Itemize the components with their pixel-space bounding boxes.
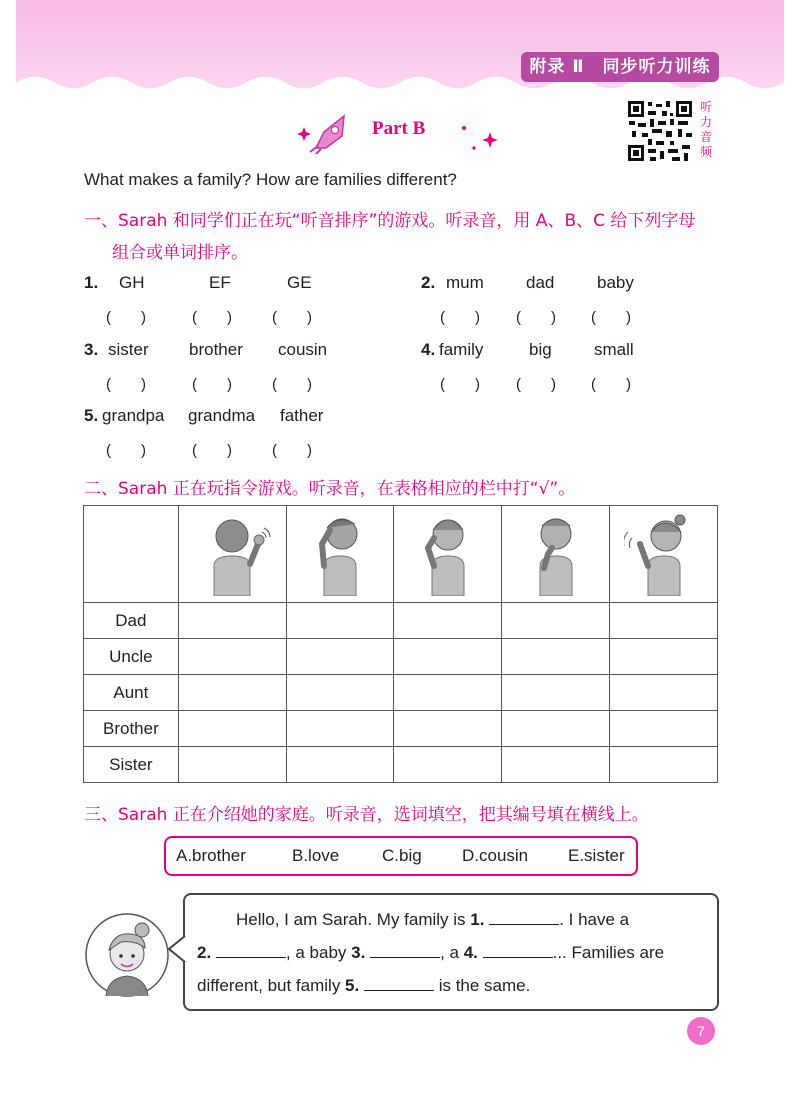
table-row <box>84 639 718 675</box>
sparkle-icon <box>452 118 502 156</box>
word-option: D.cousin <box>462 846 529 865</box>
passage-line-1 <box>236 910 629 930</box>
table-picture-cell <box>610 506 718 603</box>
table-picture-cell <box>286 506 394 603</box>
blank-number: 2. <box>197 943 212 962</box>
check-cell[interactable] <box>394 639 502 675</box>
answer-paren[interactable]: ( ) <box>192 376 232 393</box>
blank-number: 1. <box>470 910 485 929</box>
check-cell[interactable] <box>610 675 718 711</box>
passage-text: Hello, I am Sarah. My family is <box>236 910 471 929</box>
table-row <box>84 711 718 747</box>
qr-code-icon[interactable] <box>626 99 694 163</box>
item-word: father <box>280 406 324 425</box>
answer-blank[interactable] <box>216 943 286 958</box>
passage-text: , a baby <box>285 943 352 962</box>
item-word: dad <box>526 273 555 292</box>
answer-paren[interactable]: ( ) <box>272 376 312 393</box>
check-cell[interactable] <box>178 639 286 675</box>
check-cell[interactable] <box>610 603 718 639</box>
check-cell[interactable] <box>502 675 610 711</box>
item-word: grandpa <box>102 406 165 425</box>
answer-paren[interactable]: ( ) <box>106 442 146 459</box>
item-word: mum <box>446 273 484 292</box>
answer-blank[interactable] <box>489 910 559 925</box>
check-cell[interactable] <box>502 639 610 675</box>
item-word: baby <box>597 273 634 292</box>
item-word: sister <box>108 340 149 359</box>
row-label: Uncle <box>84 639 179 675</box>
item-word: small <box>594 340 634 359</box>
row-label: Brother <box>84 711 179 747</box>
sarah-avatar <box>84 912 170 998</box>
qr-label-char: 频 <box>699 145 712 159</box>
table-row <box>84 675 718 711</box>
rocket-icon <box>296 110 366 154</box>
check-cell[interactable] <box>610 639 718 675</box>
item-number: 3. <box>84 340 99 359</box>
word-option: A.brother <box>176 846 246 865</box>
table-corner-cell <box>84 506 179 603</box>
passage-line-3 <box>197 976 530 996</box>
check-cell[interactable] <box>610 711 718 747</box>
table-row <box>84 747 718 783</box>
word-option: C.big <box>382 846 422 865</box>
check-cell[interactable] <box>286 639 394 675</box>
qr-label-char: 听 <box>699 100 712 114</box>
item-number: 4. <box>421 340 436 359</box>
item-word: brother <box>189 340 243 359</box>
passage-text: . I have a <box>559 910 630 929</box>
item-word: grandma <box>188 406 256 425</box>
woman-touching-face-illustration <box>408 508 488 596</box>
boy-touching-head-illustration <box>300 508 380 596</box>
section2-instruction: 二、Sarah 正在玩指令游戏。听录音，在表格相应的栏中打“√”。 <box>84 479 576 499</box>
word-option: B.love <box>292 846 340 865</box>
answer-paren[interactable]: ( ) <box>192 442 232 459</box>
item-word: family <box>439 340 484 359</box>
item-number: 2. <box>421 273 436 292</box>
section1-instruction-line2: 组合或单词排序。 <box>112 243 248 263</box>
check-cell[interactable] <box>394 675 502 711</box>
check-cell[interactable] <box>286 711 394 747</box>
answer-paren[interactable]: ( ) <box>272 309 312 326</box>
item-word: EF <box>209 273 231 292</box>
item-word: big <box>529 340 552 359</box>
girl-waving-illustration <box>624 508 704 596</box>
check-cell[interactable] <box>178 603 286 639</box>
check-cell[interactable] <box>286 747 394 783</box>
check-cell[interactable] <box>502 711 610 747</box>
header-label: 附录 Ⅱ 同步听力训练 <box>521 52 719 82</box>
check-cell[interactable] <box>286 675 394 711</box>
answer-paren[interactable]: ( ) <box>516 376 556 393</box>
part-title: Part B <box>372 118 426 139</box>
word-option: E.sister <box>568 846 625 865</box>
check-cell[interactable] <box>394 603 502 639</box>
boy-thinking-illustration <box>516 508 596 596</box>
table-picture-cell <box>394 506 502 603</box>
answer-blank[interactable] <box>370 943 440 958</box>
passage-text: different, but family <box>197 976 346 995</box>
section3-instruction: 三、Sarah 正在介绍她的家庭。听录音，选词填空，把其编号填在横线上。 <box>84 805 649 825</box>
item-word: GE <box>287 273 312 292</box>
row-label: Dad <box>84 603 179 639</box>
passage-text: , a <box>440 943 464 962</box>
guiding-question: What makes a family? How are families different? <box>84 170 457 189</box>
qr-label-char: 音 <box>699 130 712 144</box>
blank-number: 3. <box>351 943 366 962</box>
page-number: 7 <box>687 1017 715 1045</box>
answer-paren[interactable]: ( ) <box>516 309 556 326</box>
bubble-tail <box>168 936 188 962</box>
boy-waving-illustration <box>192 508 272 596</box>
item-number: 5. <box>84 406 99 425</box>
check-cell[interactable] <box>286 603 394 639</box>
word-bank <box>164 836 638 876</box>
check-cell[interactable] <box>178 711 286 747</box>
answer-paren[interactable]: ( ) <box>440 376 480 393</box>
passage-text: ... Families are <box>552 943 665 962</box>
section1-instruction-line1: 一、Sarah 和同学们正在玩“听音排序”的游戏。听录音，用 A、B、C 给下列字母 <box>84 211 696 231</box>
answer-paren[interactable]: ( ) <box>591 376 631 393</box>
row-label: Aunt <box>84 675 179 711</box>
blank-number: 5. <box>345 976 360 995</box>
answer-paren[interactable]: ( ) <box>106 376 146 393</box>
qr-label <box>697 100 715 160</box>
check-cell[interactable] <box>178 675 286 711</box>
answer-paren[interactable]: ( ) <box>192 309 232 326</box>
check-cell[interactable] <box>502 747 610 783</box>
row-label: Sister <box>84 747 179 783</box>
item-word: GH <box>119 273 145 292</box>
answer-paren[interactable]: ( ) <box>591 309 631 326</box>
answer-paren[interactable]: ( ) <box>106 309 146 326</box>
table-row <box>84 603 718 639</box>
passage-text: is the same. <box>433 976 531 995</box>
answer-paren[interactable]: ( ) <box>272 442 312 459</box>
answer-paren[interactable]: ( ) <box>440 309 480 326</box>
qr-label-char: 力 <box>699 115 712 129</box>
check-cell[interactable] <box>502 603 610 639</box>
blank-number: 4. <box>463 943 478 962</box>
action-table <box>83 505 718 783</box>
item-number: 1. <box>84 273 99 292</box>
table-picture-cell <box>502 506 610 603</box>
check-cell[interactable] <box>178 747 286 783</box>
table-picture-cell <box>178 506 286 603</box>
answer-blank[interactable] <box>364 976 434 991</box>
check-cell[interactable] <box>610 747 718 783</box>
table-picture-row <box>84 506 718 603</box>
check-cell[interactable] <box>394 711 502 747</box>
item-word: cousin <box>278 340 328 359</box>
passage-line-2 <box>197 943 664 963</box>
answer-blank[interactable] <box>483 943 553 958</box>
check-cell[interactable] <box>394 747 502 783</box>
